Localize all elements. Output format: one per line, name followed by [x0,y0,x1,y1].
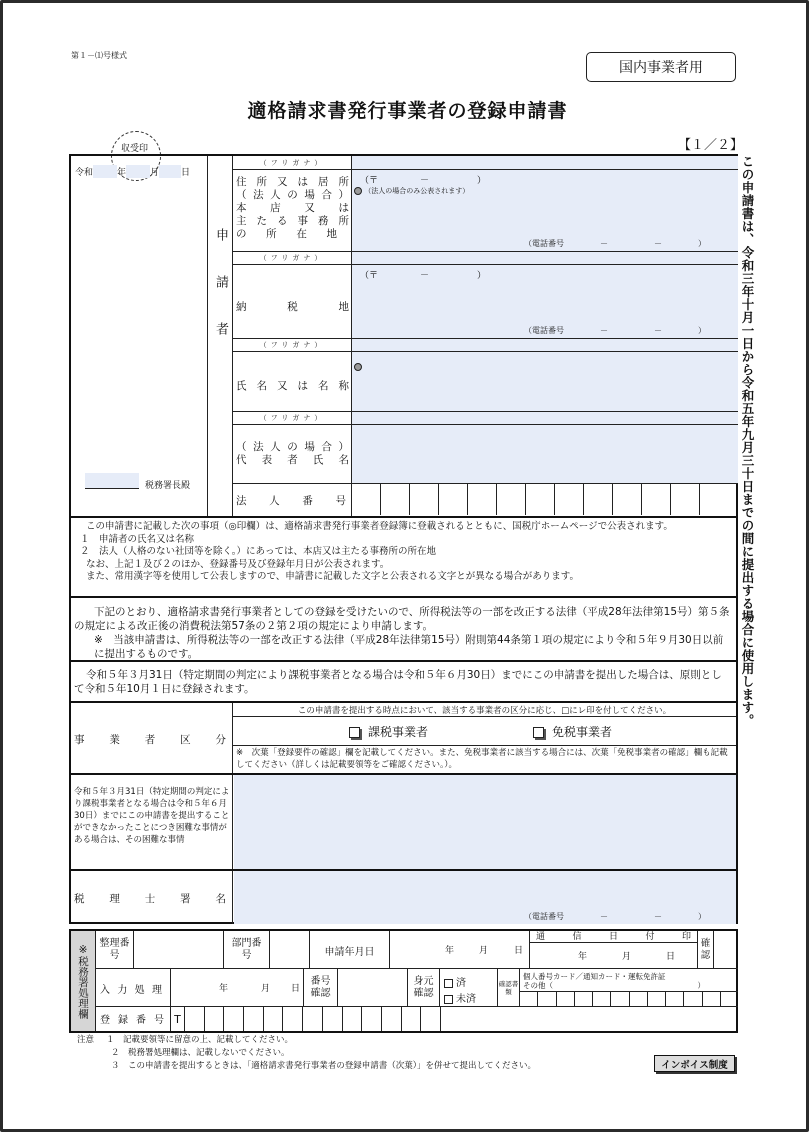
office-row-2 [96,969,738,1007]
address-phone [524,238,706,249]
app-date-label: 申請年月日 [310,931,390,969]
reg-prefix: T [171,1007,185,1031]
tax-accountant-phone [524,911,706,922]
bumon-field [270,931,310,969]
input-day: 日 [291,984,301,994]
corp-number-digit[interactable] [468,484,497,515]
tax-office-name-field[interactable] [85,473,139,489]
date-section [71,156,207,516]
business-label-cell [71,703,233,775]
corp-number-digit[interactable] [352,484,381,515]
page-indicator: 【１／２】 [678,138,744,153]
app-date-day: 日 [514,946,524,956]
app-date-year: 年 [445,946,455,956]
business-note: ※ 次葉「登録要件の確認」欄を記載してください。また、免税事業者に該当する場合には、次葉「免税事業者の確認」欄も記載してください（詳しくは記載要領等をご確認ください。）。 [236,748,728,770]
id-not-done-option[interactable] [444,990,476,1005]
notice-line: この申請書に記載した次の事項（◎印欄）は、適格請求書発行事業者登録簿に登載されるとともに、国税庁ホームページで公表されます。 [86,521,673,532]
difficulty-label: 令和５年３月31日（特定期間の判定により課税事業者となる場合は令和５年６月30日）までにこの申請書を提出することができなかったことにつき困難な事情がある場合は、その困難な事情 [74,787,230,845]
corp-number-digit[interactable] [642,484,671,515]
corp-number-digit[interactable] [497,484,526,515]
exempt-label: 免税事業者 [552,725,613,739]
phone-dash: － [654,239,662,248]
applicant-label: 申請者 [213,228,228,369]
address-label-line: 主たる事務所 [236,215,349,227]
domestic-badge: 国内事業者用 [586,52,736,82]
postal-prefix: （〒 [360,176,379,186]
office-row-3 [96,1007,738,1031]
year-field[interactable] [93,165,117,178]
rep-name-input[interactable] [352,425,738,483]
phone-dash: － [600,239,608,248]
phone-label: （電話番号 [524,912,564,921]
notice-line: また、常用漢字等を使用して公表しますので、申請書に記載した文字と公表される文字とが異なる場合があります。 [86,571,580,582]
taxable-checkbox[interactable] [349,727,360,738]
comm-date-year: 年 [578,952,588,962]
date-line [75,165,190,178]
address-furigana-label: （フリガナ） [233,156,352,170]
footer-note: １ 記載要領等に留意の上、記載してください。 [106,1035,294,1045]
corp-number-digit[interactable] [410,484,439,515]
comm-date-month: 月 [622,952,632,962]
postal-dash: － [420,271,430,281]
id-done-checkbox[interactable] [444,979,453,988]
phone-dash: － [600,912,608,921]
office-use-table [69,929,738,1033]
notice-line: １ 申請者の氏名又は名称 [80,533,195,545]
publish-mark-icon [354,187,362,195]
deadline-text: 令和５年３月31日（特定期間の判定により課税事業者となる場合は令和５年６月30日）までにこの申請書を提出した場合は、原則として令和５年10月１日に登録されます。 [74,669,722,695]
phone-dash: － [600,326,608,335]
statement-para: ※ 当該申請書は、所得税法等の一部を改正する法律（平成28年法律第15号）附則第44条第１項の規定により令和５年９月30日以前に提出するものです。 [94,634,724,660]
doc-other-label: その他（ [523,981,553,990]
corp-number-digit[interactable] [555,484,584,515]
doc-confirm-label: 確認書類 [498,969,520,1007]
rep-label [236,441,349,467]
tax-place-furigana-label: （フリガナ） [233,251,352,265]
name-label: 氏名又は名称 [236,380,349,392]
corp-number-digit[interactable] [671,484,700,515]
rep-furigana-input[interactable] [352,412,738,425]
tax-place-postal [360,268,486,281]
address-furigana-input[interactable] [352,156,738,170]
corp-number-digit[interactable] [381,484,410,515]
reg-number-boxes [171,1007,441,1031]
rep-furigana-label: （フリガナ） [233,411,352,425]
doc-other [523,980,733,991]
doc-number-boxes [520,991,738,1007]
name-furigana-label: （フリガナ） [233,338,352,352]
statement-text [74,605,732,661]
corp-number-digit[interactable] [439,484,468,515]
corp-number-digit[interactable] [526,484,555,515]
month-field[interactable] [126,165,150,178]
difficulty-section [71,773,736,869]
address-postal [360,173,486,186]
office-use-side-label: ※税務署処理欄 [77,943,89,1019]
footer-note: ３ この申請書を提出するときは、「適格請求書発行事業者の登録申請書（次葉）」を併せて提出してください。 [111,1061,537,1071]
doc-types: 個人番号カード／通知カード・運転免許証 [523,972,666,981]
office-use-side-label-cell [71,931,96,1031]
tax-accountant-label: 税理士署名 [74,893,226,905]
publication-notice [71,516,736,596]
taxable-option[interactable] [349,723,428,740]
tax-accountant-label-cell [71,871,233,924]
phone-suffix: ） [698,239,706,248]
postal-prefix: （〒 [360,271,379,281]
footer-notes-label: 注意 [77,1035,95,1045]
number-confirm-label: 番号確認 [304,969,338,1007]
corp-number-label: 法人番号 [236,495,346,507]
input-year: 年 [219,984,229,994]
id-not-done-label: 未済 [456,994,476,1005]
comm-date-cell [530,931,698,969]
address-label-line: 住所又は居所 [236,176,349,188]
confirm-label: 確認 [698,931,714,969]
comm-date-day: 日 [666,952,676,962]
applicant-inputs [352,156,738,516]
rep-label-line: 代表者氏名 [236,454,349,466]
applicant-row-labels [233,156,352,516]
difficulty-input[interactable] [234,775,736,871]
input-process-label: 入力処理 [100,985,162,996]
input-month: 月 [261,984,271,994]
phone-suffix: ） [698,326,706,335]
office-row-1 [96,931,738,969]
corp-number-digit[interactable] [613,484,642,515]
corporate-note-text: （法人の場合のみ公表されます） [364,187,470,195]
seiri-label: 整理番号 [96,931,134,969]
doc-other-close: ） [697,981,705,990]
phone-label: （電話番号 [524,239,564,248]
name-input[interactable] [352,352,738,411]
tax-place-furigana-input[interactable] [352,252,738,265]
corp-number-boxes [352,484,738,515]
statement-para: 下記のとおり、適格請求書発行事業者としての登録を受けたいので、所得税法等の一部を改正する法律（平成28年法律第15号）第５条の規定による改正後の消費税法第57条の２第２項の規定により申請します。 [74,606,730,632]
postal-suffix: ） [477,176,487,186]
bumon-label: 部門番号 [224,931,270,969]
phone-suffix: ） [698,912,706,921]
address-label [236,176,349,241]
rep-label-line: （法人の場合） [236,441,349,453]
tax-office-suffix: 税務署長殿 [145,481,191,491]
usage-period-note: この申請書は、令和三年十月一日から令和五年九月三十日までの間に提出する場合に使用します。 [740,155,755,727]
page-title: 適格請求書発行事業者の登録申請書 [247,100,568,122]
business-options [233,717,736,745]
address-label-line: の所在地 [236,228,337,240]
app-date-field [390,931,530,969]
tax-place-phone [524,325,706,336]
tax-accountant-section [71,869,736,922]
deadline-notice [71,660,736,701]
address-label-line: 本店又は [236,202,349,214]
date-era: 令和 [75,168,94,178]
notice-text [74,521,734,584]
postal-dash: － [420,176,430,186]
application-table [69,154,738,924]
number-confirm-field [338,969,408,1007]
invoice-system-badge: インボイス制度 [654,1055,735,1072]
exempt-checkbox[interactable] [533,727,544,738]
app-date-month: 月 [479,946,489,956]
name-publish-mark [354,356,362,375]
phone-label: （電話番号 [524,326,564,335]
exempt-option[interactable] [533,723,612,740]
id-done-label: 済 [456,978,466,989]
tax-place-label: 納税地 [236,301,349,313]
comm-date-label: 通信日付印 [530,931,697,943]
input-date-field [171,969,304,1007]
id-done-option[interactable] [444,974,466,989]
address-label-line: （法人の場合） [236,189,349,201]
day-label: 日 [181,168,191,178]
name-furigana-input[interactable] [352,339,738,352]
notice-line: なお、上記１及び２のほか、登録番号及び登録年月日が公表されます。 [86,558,390,570]
footer-notes [77,1034,536,1073]
phone-dash: － [654,326,662,335]
phone-dash: － [654,912,662,921]
day-field[interactable] [159,165,181,178]
receipt-stamp-label: 収受印 [119,141,150,154]
seiri-field [134,931,224,969]
business-instruction: この申請書を提出する時点において、該当する事業者の区分に応じ、□にレ印を付してください。 [233,703,736,717]
business-category-section [71,701,736,773]
footer-note: ２ 税務署処理欄は、記載しないでください。 [111,1048,290,1058]
id-confirm-label: 身元確認 [408,969,440,1007]
difficulty-label-cell [71,775,233,871]
corp-number-digit[interactable] [700,484,734,515]
form-number: 第１－⑴号様式 [71,51,127,60]
id-not-done-checkbox[interactable] [444,995,453,1004]
doc-confirm-field [520,969,738,1007]
taxable-label: 課税事業者 [368,725,429,739]
postal-suffix: ） [477,271,487,281]
corp-number-digit[interactable] [584,484,613,515]
corporate-note [354,186,469,196]
notice-line: ２ 法人（人格のない社団等を除く。）にあっては、本店又は主たる事務所の所在地 [80,546,436,557]
business-category-label: 事業者区分 [74,734,226,746]
reg-number-label: 登録番号 [100,1015,164,1026]
id-confirm-options [440,969,498,1007]
year-label: 年 [117,168,127,178]
application-statement [71,596,736,660]
publish-mark-icon [354,363,362,371]
applicant-label-column [207,156,233,516]
month-label: 月 [150,168,160,178]
